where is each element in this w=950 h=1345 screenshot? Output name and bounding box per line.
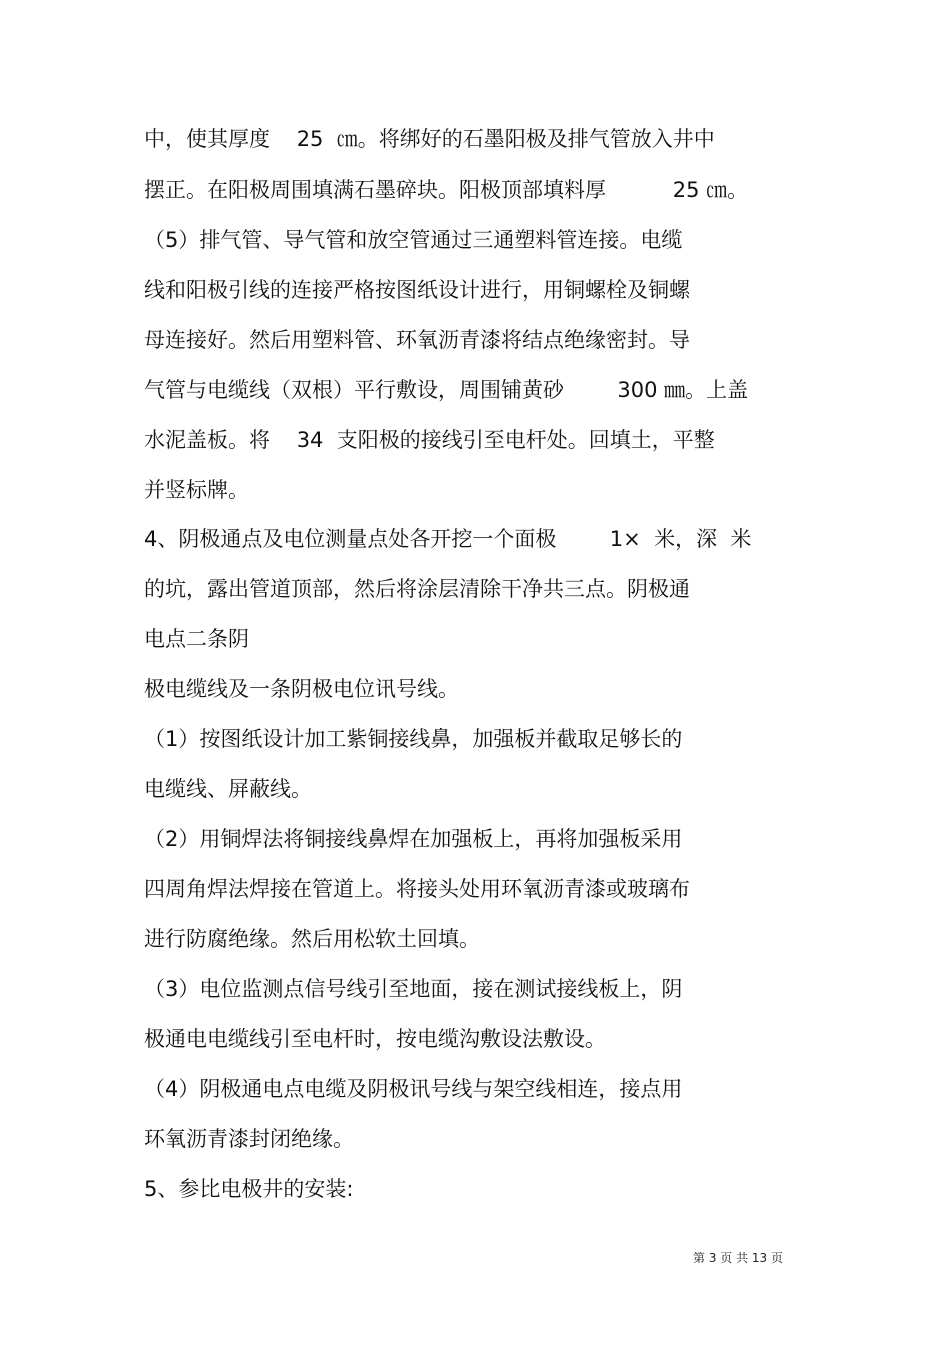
text-line: 线和阳极引线的连接严格按图纸设计进行，用铜螺栓及铜螺 bbox=[144, 278, 690, 302]
text-line: （2）用铜焊法将铜接线鼻焊在加强板上，再将加强板采用 bbox=[144, 827, 683, 851]
text-line: 5、参比电极井的安装: bbox=[144, 1177, 354, 1201]
text-line: 极通电电缆线引至电杆时，按电缆沟敷设法敷设。 bbox=[144, 1027, 606, 1051]
text-line: 摆正。在阳极周围填满石墨碎块。阳极顶部填料厚 25 ㎝。 bbox=[144, 178, 749, 202]
text-line: 气管与电缆线（双根）平行敷设，周围铺黄砂 300 ㎜。上盖 bbox=[144, 378, 749, 402]
text-line: 环氧沥青漆封闭绝缘。 bbox=[144, 1127, 354, 1151]
text-line: 并竖标牌。 bbox=[144, 478, 249, 502]
text-line: （1）按图纸设计加工紫铜接线鼻，加强板并截取足够长的 bbox=[144, 727, 683, 751]
text-line: 母连接好。然后用塑料管、环氧沥青漆将结点绝缘密封。导 bbox=[144, 328, 690, 352]
text-line: 水泥盖板。将 34 支阳极的接线引至电杆处。回填土，平整 bbox=[144, 428, 715, 452]
text-line: （4）阴极通电点电缆及阴极讯号线与架空线相连，接点用 bbox=[144, 1077, 683, 1101]
text-line: 极电缆线及一条阴极电位讯号线。 bbox=[144, 677, 459, 701]
text-line: 4、阴极通点及电位测量点处各开挖一个面极 1× 米，深 米 bbox=[144, 527, 752, 551]
text-line: （5）排气管、导气管和放空管通过三通塑料管连接。电缆 bbox=[144, 228, 683, 252]
text-line: 电点二条阴 bbox=[144, 627, 249, 651]
text-line: 的坑，露出管道顶部，然后将涂层清除干净共三点。阴极通 bbox=[144, 577, 690, 601]
text-line: 进行防腐绝缘。然后用松软土回填。 bbox=[144, 927, 480, 951]
page-number-footer: 第 3 页 共 13 页 bbox=[693, 1251, 783, 1265]
text-line: （3）电位监测点信号线引至地面，接在测试接线板上，阴 bbox=[144, 977, 683, 1001]
text-line: 电缆线、屏蔽线。 bbox=[144, 777, 312, 801]
text-line: 四周角焊法焊接在管道上。将接头处用环氧沥青漆或玻璃布 bbox=[144, 877, 690, 901]
text-line: 中，使其厚度 25 ㎝。将绑好的石墨阳极及排气管放入井中 bbox=[144, 127, 715, 151]
